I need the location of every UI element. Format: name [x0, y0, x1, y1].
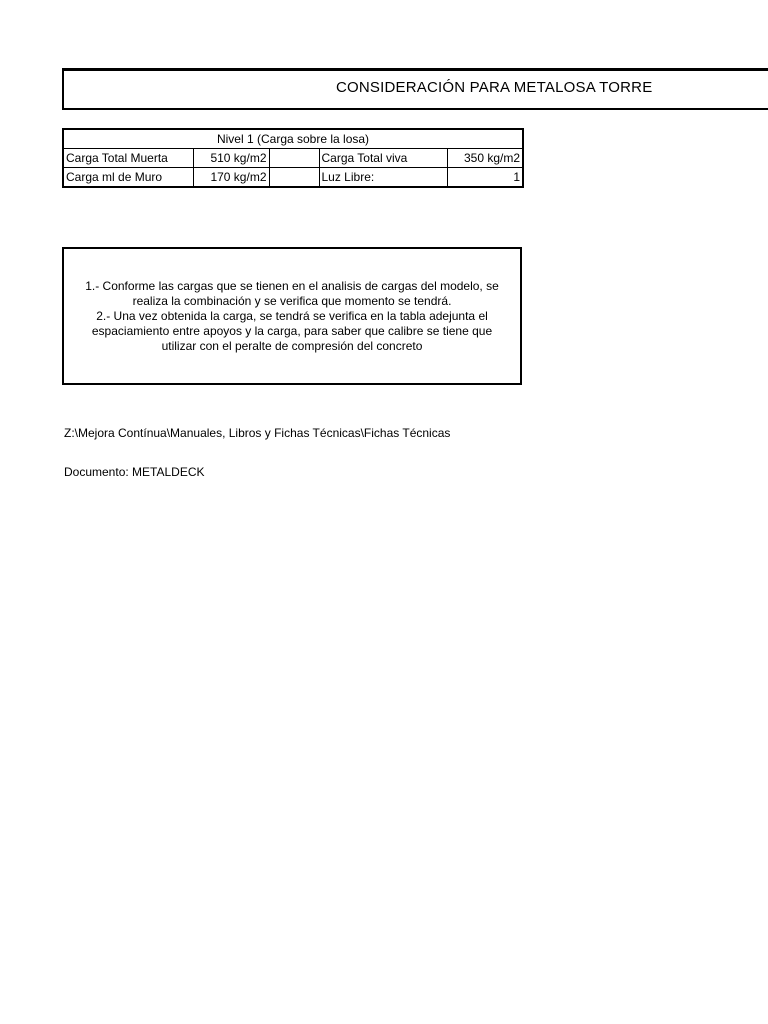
table-cell: Carga ml de Muro [63, 168, 193, 188]
table-cell: Carga Total viva [319, 149, 447, 168]
reference-path: Z:\Mejora Contínua\Manuales, Libros y Fichas Técnicas\Fichas Técnicas [64, 426, 451, 440]
document-title: CONSIDERACIÓN PARA METALOSA TORRE [336, 79, 653, 96]
reference-document: Documento: METALDECK [64, 465, 205, 479]
loads-table [62, 128, 524, 188]
table-cell: 510 kg/m2 [193, 149, 269, 168]
table-header: Nivel 1 (Carga sobre la losa) [63, 129, 523, 149]
title-box [62, 68, 768, 110]
table-cell: Luz Libre: [319, 168, 447, 188]
note-2: 2.- Una vez obtenida la carga, se tendrá se verifica en la tabla adejunta el espaciamiento entre apoyos y la carga, para saber que calibre se tiene que utilizar con el peralte de compresión del concreto [91, 309, 493, 353]
table-cell [269, 149, 319, 168]
note-1: 1.- Conforme las cargas que se tienen en el analisis de cargas del modelo, se realiza la combinación y se verifica que momento se tendrá. [85, 279, 499, 308]
table-cell: 350 kg/m2 [447, 149, 523, 168]
table-cell [269, 168, 319, 188]
table-cell: Carga Total Muerta [63, 149, 193, 168]
table-cell: 1 [447, 168, 523, 188]
table-cell: 170 kg/m2 [193, 168, 269, 188]
notes-box [62, 247, 522, 385]
table-header-row [63, 129, 523, 149]
table-row [63, 168, 523, 188]
table-row [63, 149, 523, 168]
